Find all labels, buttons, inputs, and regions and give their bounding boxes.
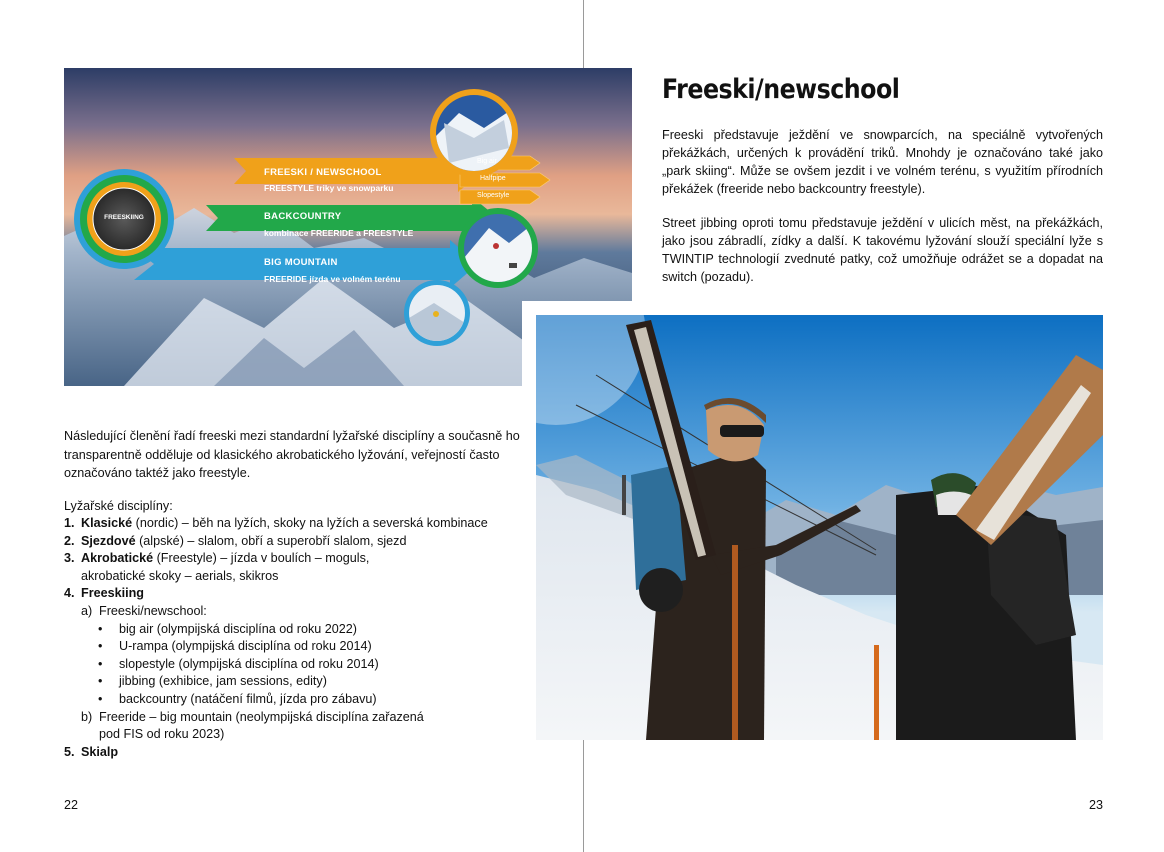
branch-backcountry-subtitle: kombinace FREERIDE a FREESTYLE [264,228,414,238]
branch-freeski-subtitle: FREESTYLE triky ve snowparku [264,183,394,193]
branch-bigmountain-title: BIG MOUNTAIN [264,257,338,268]
bullet-item: • U-rampa (olympijská disciplína od roku 2014) [98,639,372,654]
sub-item: b) Freeride – big mountain (neolympijská disciplína zařazená [81,709,424,724]
diagram-center-label: FREESKIING [104,214,144,221]
list-item: 3. Akrobatické (Freestyle) – jízda v boulích – moguls, [64,551,370,566]
branch-backcountry-title: BACKCOUNTRY [264,211,342,222]
bullet-item: • jibbing (exhibice, jam sessions, edity) [98,674,327,689]
tag-big-air: Big air [477,158,497,165]
disciplines-list [64,515,534,761]
skiers-photo [536,315,1103,740]
list-item: 1. Klasické (nordic) – běh na lyžích, skoky na lyžích a severská kombinace [64,516,488,530]
bullet-item: • big air (olympijská disciplína od roku 2022) [98,621,357,636]
list-item: 5. Skialp [64,744,119,759]
section-title: Freeski/newschool [662,74,900,105]
page-number-left: 22 [64,798,79,812]
disciplines-heading: Lyžařské disciplíny: [64,499,173,513]
paragraph-street-jibbing: Street jibbing oproti tomu představuje ježdění v ulicích měst, na překážkách, jako jsou zábradlí, zídky a další. K takovému lyžování slouží speciální lyže s TWINTIP technologií zvednuté patky, což umožňuje odrážet se a dopadat na switch (pozadu). [662,216,1103,284]
sub-item: a) Freeski/newschool: [81,603,207,618]
intro-paragraph: Následující členění řadí freeski mezi standardní lyžařské disciplíny a současně ho transparentně odděluje od klasického akrobatického lyžování, veřejností často označováno taktéž jako freestyle. [64,429,520,480]
list-item-continuation: akrobatické skoky – aerials, skikros [81,568,279,583]
bullet-item: • backcountry (natáčení filmů, jízda pro zábavu) [98,691,377,706]
paragraph-freeski: Freeski představuje ježdění ve snowparcích, na speciálně vytvořených překážkách, určených k provádění triků. Mnohdy je označováno také jako „park skiing“. Může se ovšem jezdit i ve volném terénu, s využitím přírodních překážek (freeride nebo backcountry freestyle). [662,128,1103,196]
sub-item-continuation: pod FIS od roku 2023) [99,727,225,742]
bullet-item: • slopestyle (olympijská disciplína od roku 2014) [98,656,379,671]
list-item: 4. Freeskiing [64,586,144,601]
tag-slopestyle: Slopestyle [477,192,510,199]
branch-freeski-title: FREESKI / NEWSCHOOL [264,167,382,178]
tag-halfpipe: Halfpipe [480,175,506,182]
page-number-right: 23 [1089,798,1104,812]
branch-bigmountain-subtitle: FREERIDE jízda ve volném terénu [264,274,401,284]
list-item: 2. Sjezdové (alpské) – slalom, obří a superobří slalom, sjezd [64,533,407,548]
